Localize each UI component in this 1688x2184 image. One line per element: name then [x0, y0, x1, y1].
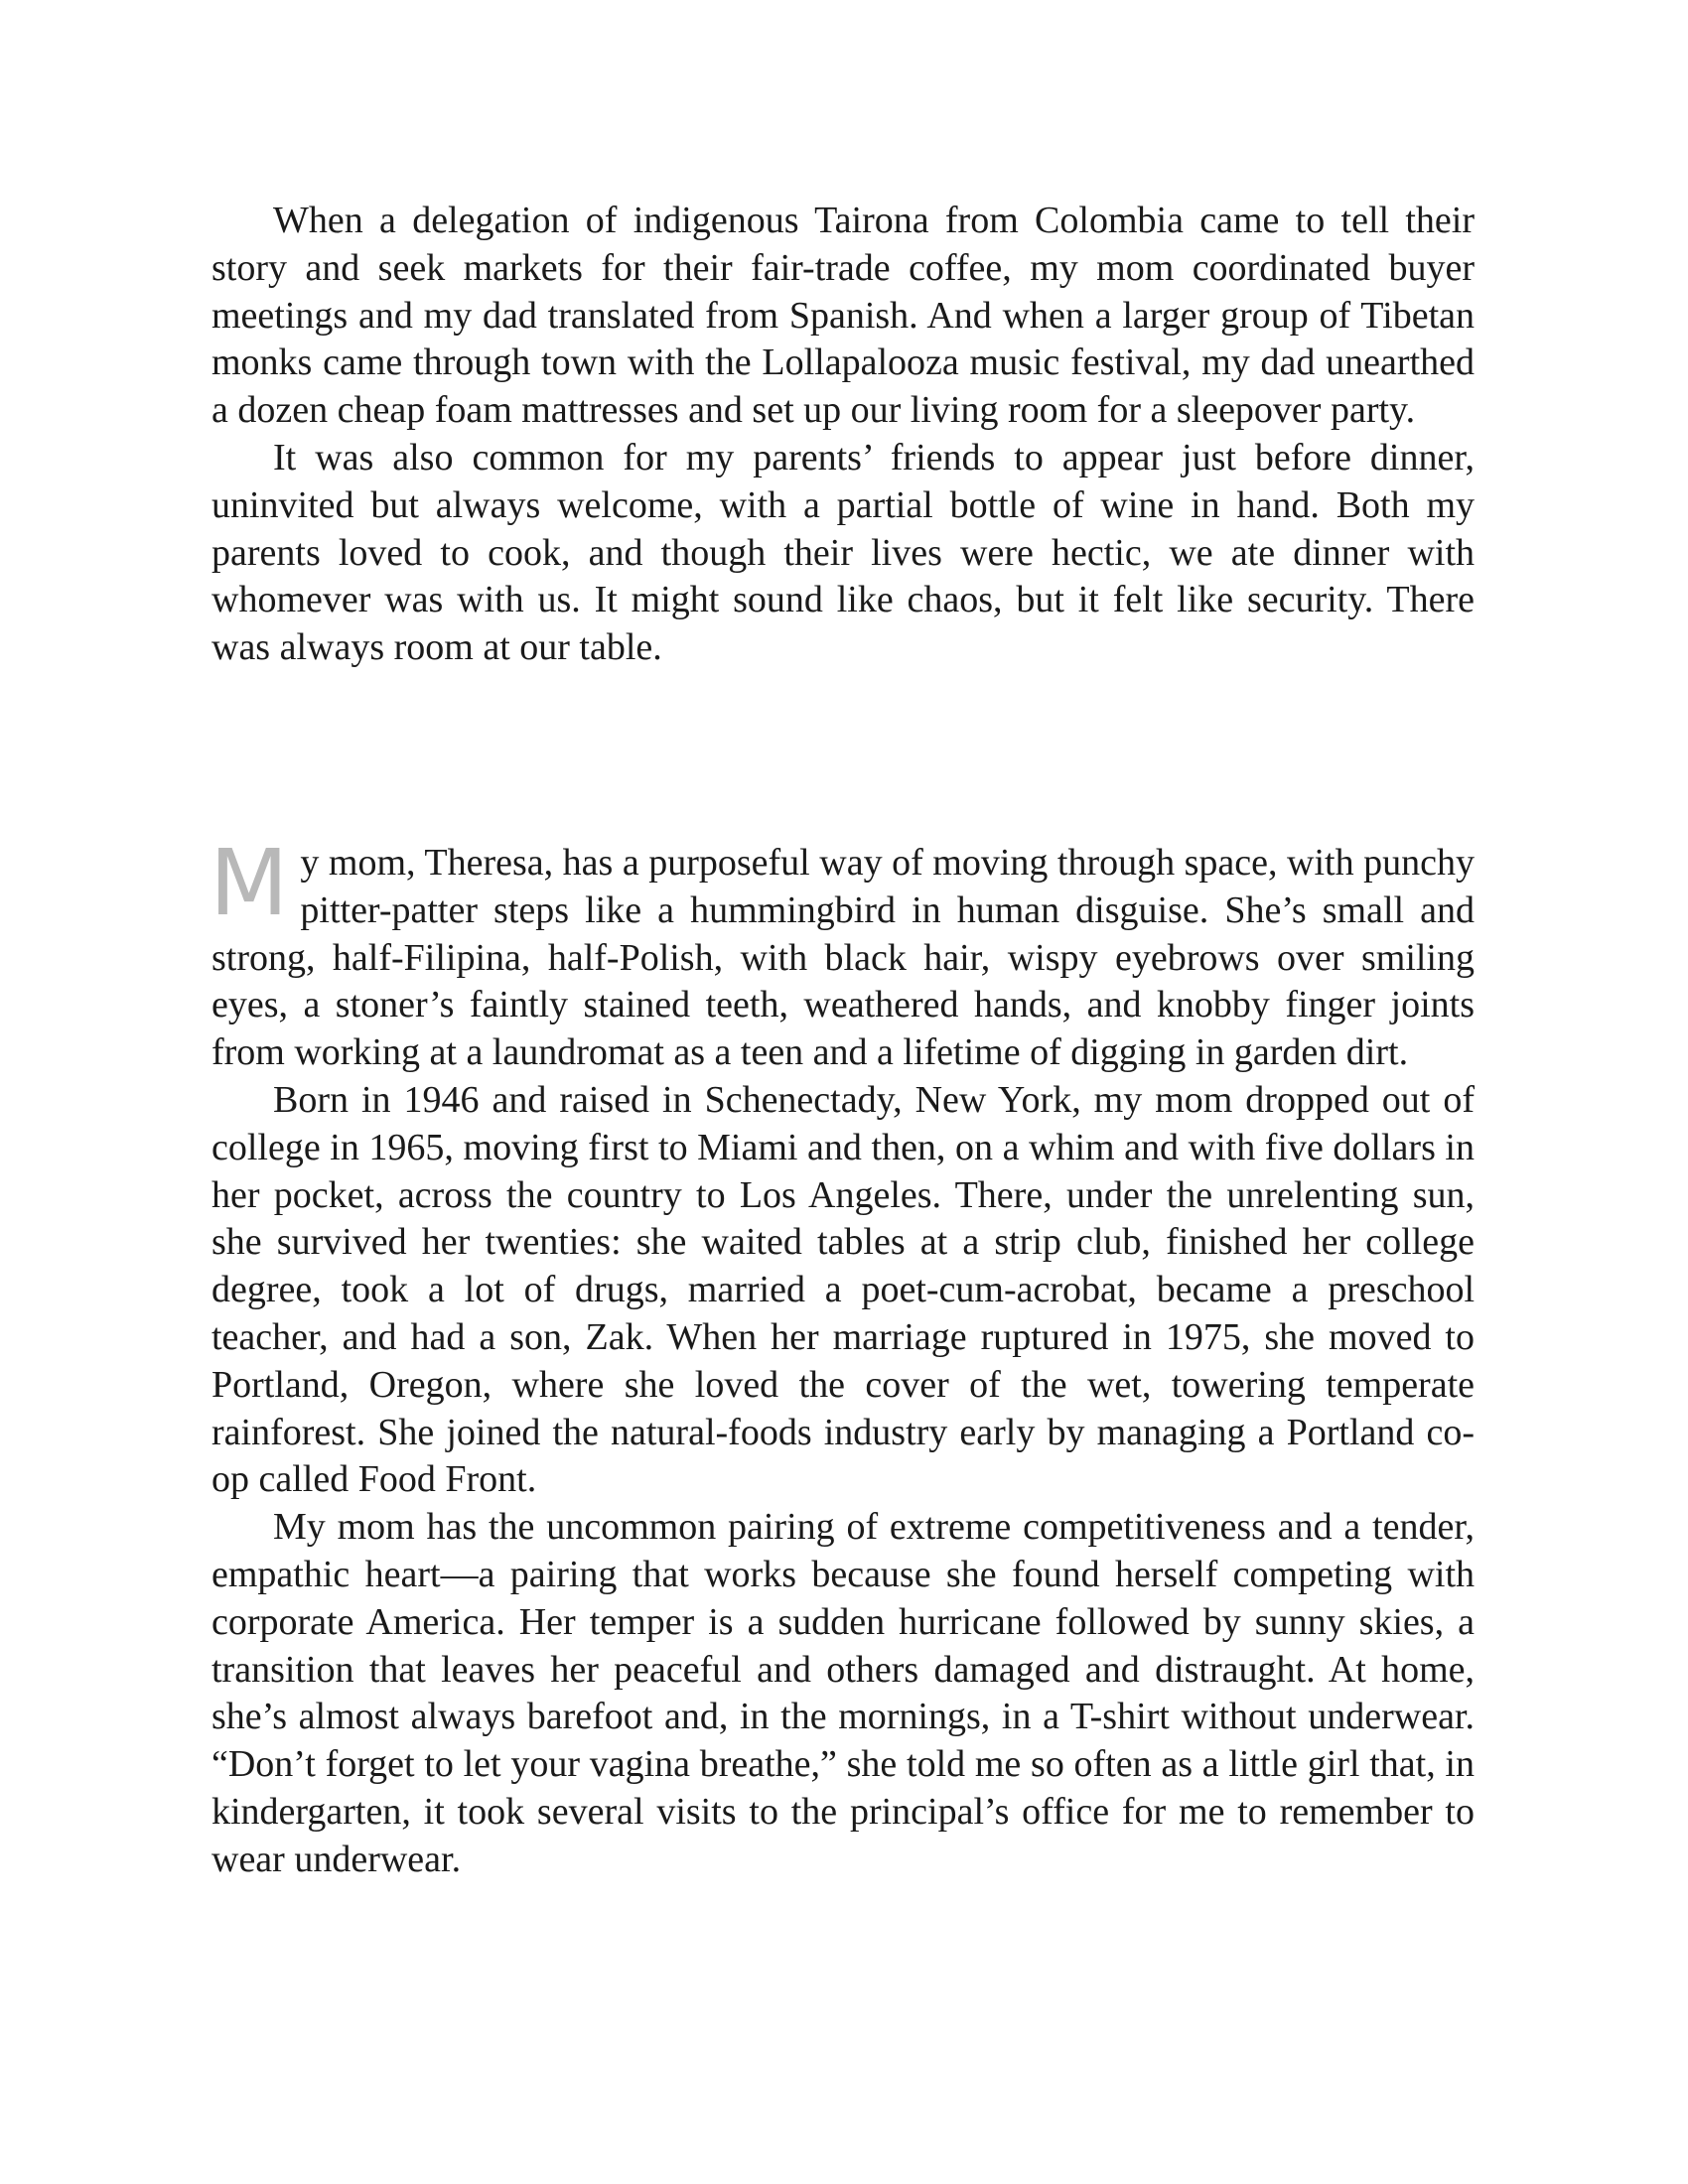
section-one	[211, 198, 1475, 672]
paragraph-dinner-guests: It was also common for my parents’ friends to appear just before dinner, uninvited but always welcome, with a partial bottle of wine in hand. Both my parents loved to cook, and though their lives were hectic, we ate dinner with whomever was with us. It might sound like chaos, but it felt like security. There was always room at our table.	[211, 436, 1475, 669]
drop-cap-letter: M	[210, 830, 289, 936]
paragraph-mom-description-text: y mom, Theresa, has a purposeful way of moving through space, with punchy pitter-patter steps like a hummingbird in human disguise. She’s small and strong, half-Filipina, half-Polish, with black hair, wispy eyebrows over smiling eyes, a stoner’s faintly stained teeth, weathered hands, and knobby finger joints from working at a laundromat as a teen and a lifetime of digging in garden dirt.	[211, 842, 1475, 1074]
paragraph-mom-history: Born in 1946 and raised in Schenectady, New York, my mom dropped out of college in 1965, moving first to Miami and then, on a whim and with five dollars in her pocket, across the country to Los Angeles. There, under the unrelenting sun, she survived her twenties: she waited tables at a strip club, finished her college degree, took a lot of drugs, married a poet-cum-acrobat, became a preschool teacher, and had a son, Zak. When her marriage ruptured in 1975, she moved to Portland, Oregon, where she loved the cover of the wet, towering temperate rainforest. She joined the natural-foods industry early by managing a Portland co-op called Food Front.	[211, 1078, 1475, 1501]
paragraph-mom-description	[210, 830, 1475, 1077]
paragraph-mom-temperament: My mom has the uncommon pairing of extreme competitiveness and a tender, empathic heart—a pairing that works because she found herself competing with corporate America. Her temper is a sudden hurricane followed by sunny skies, a transition that leaves her peaceful and others damaged and distraught. At home, she’s almost always barefoot and, in the mornings, in a T-shirt without underwear. “Don’t forget to let your vagina breathe,” she told me so often as a little girl that, in kindergarten, it took several visits to the principal’s office for me to remember to wear underwear.	[211, 1506, 1475, 1880]
paragraph-tairona-delegation: When a delegation of indigenous Tairona from Colombia came to tell their story and seek markets for their fair-trade coffee, my mom coordinated buyer meetings and my dad translated from Spanish. And when a larger group of Tibetan monks came through town with the Lollapalooza music festival, my dad unearthed a dozen cheap foam mattresses and set up our living room for a sleepover party.	[211, 200, 1475, 432]
section-two	[210, 830, 1475, 1884]
